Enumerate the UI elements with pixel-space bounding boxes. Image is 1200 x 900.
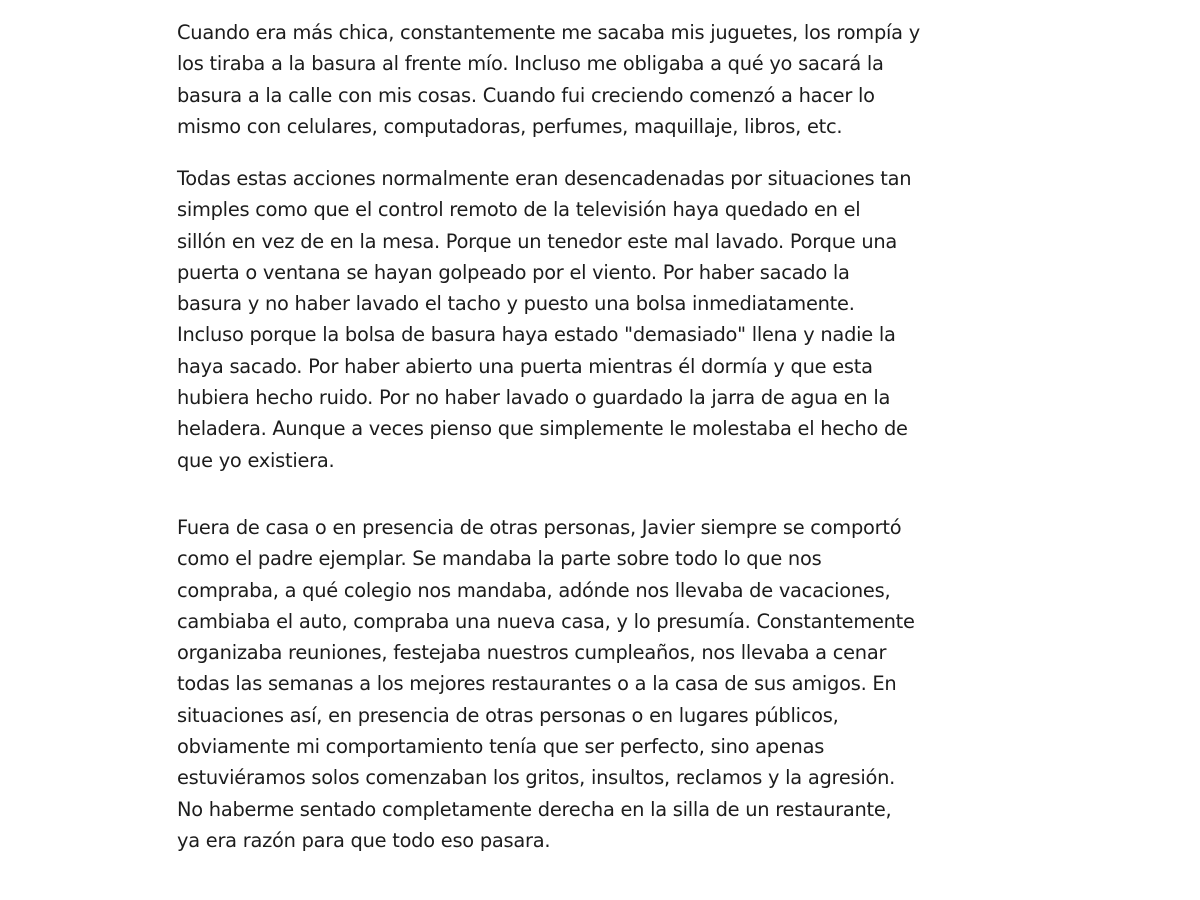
text-line: compraba, a qué colegio nos mandaba, adónde nos llevaba de vacaciones,: [177, 578, 891, 602]
text-line: sillón en vez de en la mesa. Porque un tenedor este mal lavado. Porque una: [177, 229, 898, 253]
text-line: todas las semanas a los mejores restaurantes o a la casa de sus amigos. En: [177, 672, 897, 696]
text-line: basura y no haber lavado el tacho y puesto una bolsa inmediatamente.: [177, 292, 855, 316]
text-line: estuviéramos solos comenzaban los gritos, insultos, reclamos y la agresión.: [177, 766, 896, 790]
text-line: cambiaba el auto, compraba una nueva casa, y lo presumía. Constantemente: [177, 609, 915, 633]
text-line: puerta o ventana se hayan golpeado por el viento. Por haber sacado la: [177, 260, 850, 284]
text-line: que yo existiera.: [177, 448, 335, 472]
paragraph-2: [177, 163, 911, 476]
text-line: simples como que el control remoto de la televisión haya quedado en el: [177, 198, 861, 222]
text-line: Todas estas acciones normalmente eran desencadenadas por situaciones tan: [177, 167, 912, 190]
text-line: como el padre ejemplar. Se mandaba la parte sobre todo lo que nos: [177, 547, 822, 571]
text-line: Incluso porque la bolsa de basura haya estado "demasiado" llena y nadie la: [177, 323, 896, 347]
paragraph-1: [177, 17, 920, 142]
text-line: ya era razón para que todo eso pasara.: [177, 828, 551, 852]
text-line: No haberme sentado completamente derecha en la silla de un restaurante,: [177, 797, 892, 821]
text-line: heladera. Aunque a veces pienso que simplemente le molestaba el hecho de: [177, 417, 908, 441]
text-line: obviamente mi comportamiento tenía que ser perfecto, sino apenas: [177, 735, 825, 759]
text-line: mismo con celulares, computadoras, perfumes, maquillaje, libros, etc.: [177, 114, 843, 138]
text-line: organizaba reuniones, festejaba nuestros cumpleaños, nos llevaba a cenar: [177, 641, 887, 665]
text-line: Fuera de casa o en presencia de otras personas, Javier siempre se comportó: [177, 516, 902, 539]
text-line: basura a la calle con mis cosas. Cuando fui creciendo comenzó a hacer lo: [177, 83, 875, 107]
text-line: Cuando era más chica, constantemente me sacaba mis juguetes, los rompía y: [177, 21, 920, 44]
text-line: haya sacado. Por haber abierto una puerta mientras él dormía y que esta: [177, 354, 873, 378]
text-line: situaciones así, en presencia de otras personas o en lugares públicos,: [177, 703, 839, 727]
text-line: los tiraba a la basura al frente mío. Incluso me obligaba a qué yo sacará la: [177, 52, 884, 76]
paragraph-3: [177, 512, 915, 856]
text-line: hubiera hecho ruido. Por no haber lavado o guardado la jarra de agua en la: [177, 386, 891, 410]
